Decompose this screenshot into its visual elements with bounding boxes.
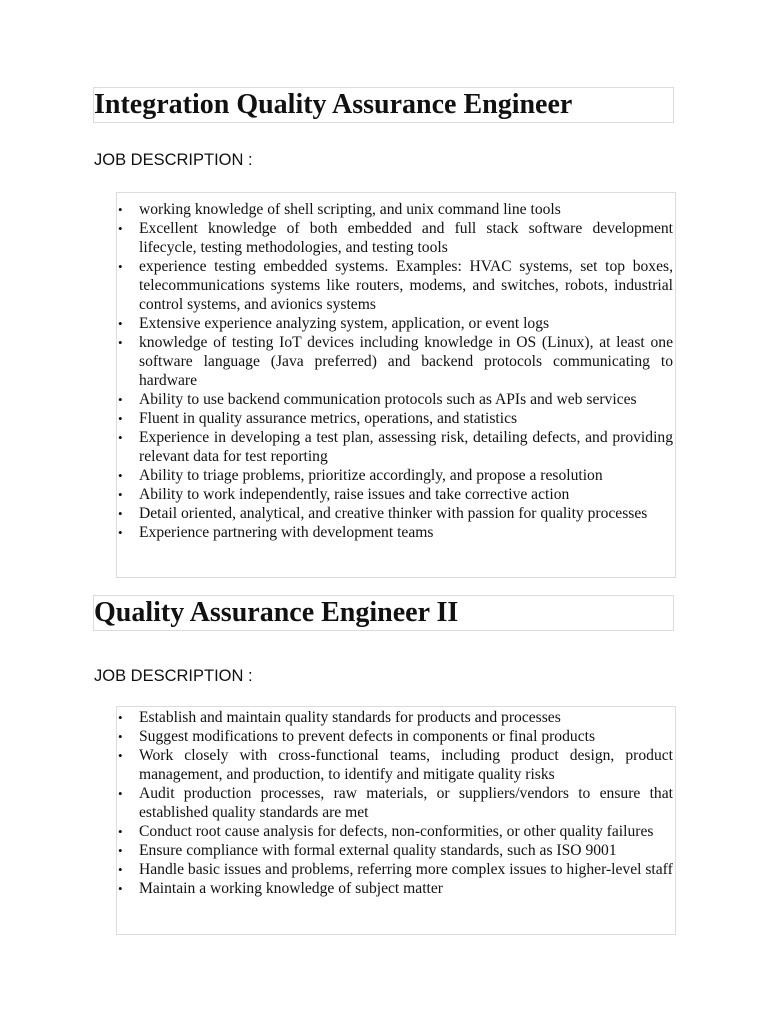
list-item: • Work closely with cross-functional teams, including product design, product management, and production, to identify and mitigate quality risks — [117, 746, 675, 784]
list-item: • Suggest modifications to prevent defects in components or final products — [117, 727, 675, 746]
list-item: • Ability to triage problems, prioritize accordingly, and propose a resolution — [117, 466, 675, 485]
list-item: • Audit production processes, raw materials, or suppliers/vendors to ensure that established quality standards are met — [117, 784, 675, 822]
list-item: • Experience in developing a test plan, assessing risk, detailing defects, and providing relevant data for test reporting — [117, 428, 675, 466]
job-title-integration-qa: Integration Quality Assurance Engineer — [93, 87, 674, 123]
list-item: • Maintain a working knowledge of subject matter — [117, 879, 675, 898]
list-item: • Ensure compliance with formal external quality standards, such as ISO 9001 — [117, 841, 675, 860]
job-title-qa-engineer-ii: Quality Assurance Engineer II — [93, 595, 674, 631]
job-description-label: JOB DESCRIPTION : — [94, 151, 253, 169]
list-item: • knowledge of testing IoT devices including knowledge in OS (Linux), at least one software language (Java preferred) and backend protocols communicating to hardware — [117, 333, 675, 390]
responsibilities-list — [117, 707, 675, 898]
list-item: • working knowledge of shell scripting, and unix command line tools — [117, 200, 675, 219]
job-description-label: JOB DESCRIPTION : — [94, 667, 253, 685]
list-item: • Extensive experience analyzing system, application, or event logs — [117, 314, 675, 333]
list-item: • Conduct root cause analysis for defects, non-conformities, or other quality failures — [117, 822, 675, 841]
list-item: • Ability to use backend communication protocols such as APIs and web services — [117, 390, 675, 409]
list-item: • Ability to work independently, raise issues and take corrective action — [117, 485, 675, 504]
list-item: • experience testing embedded systems. Examples: HVAC systems, set top boxes, telecommunications systems like routers, modems, and switches, robots, industrial control systems, and avionics systems — [117, 257, 675, 314]
list-item: • Detail oriented, analytical, and creative thinker with passion for quality processes — [117, 504, 675, 523]
responsibilities-list-box — [116, 706, 676, 935]
requirements-list-box — [116, 192, 676, 578]
list-item: • Establish and maintain quality standards for products and processes — [117, 708, 675, 727]
list-item: • Handle basic issues and problems, referring more complex issues to higher-level staff — [117, 860, 675, 879]
list-item: • Experience partnering with development teams — [117, 523, 675, 542]
requirements-list — [117, 193, 675, 542]
list-item: • Fluent in quality assurance metrics, operations, and statistics — [117, 409, 675, 428]
list-item: • Excellent knowledge of both embedded and full stack software development lifecycle, testing methodologies, and testing tools — [117, 219, 675, 257]
